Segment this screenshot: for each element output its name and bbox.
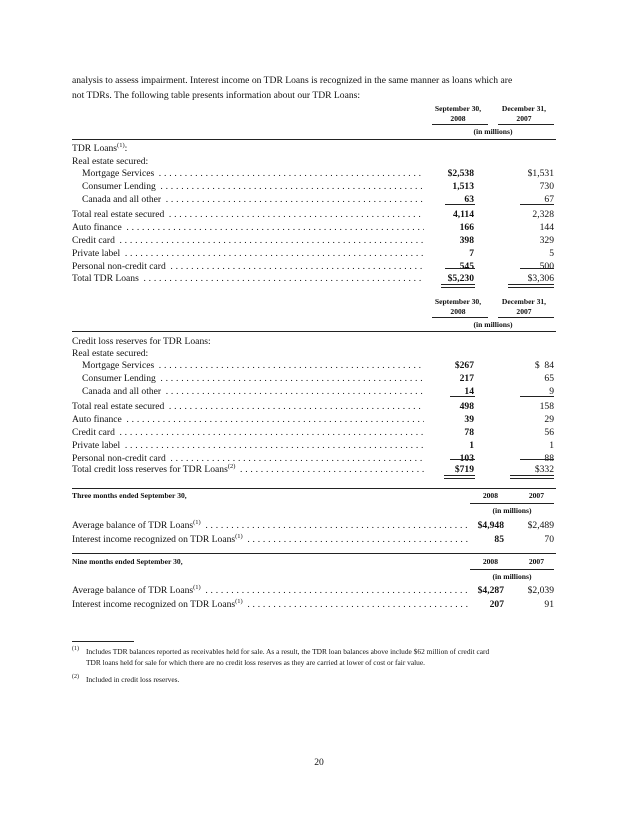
row-label bbox=[72, 208, 424, 221]
row-label bbox=[72, 439, 424, 452]
row-value-prior: $2,489 bbox=[527, 520, 554, 531]
table-row bbox=[72, 519, 556, 532]
t2-col2-year: 2007 bbox=[516, 306, 532, 316]
table-row bbox=[72, 234, 556, 247]
row-value-current: $267 bbox=[454, 360, 474, 371]
row-label bbox=[72, 533, 470, 546]
t2-col-header-dec bbox=[493, 297, 555, 316]
row-label-text bbox=[72, 414, 124, 425]
row-label-value: Consumer Lending bbox=[82, 181, 156, 192]
t4-year2: 2007 bbox=[528, 557, 544, 566]
row-value-prior: 5 bbox=[549, 248, 554, 259]
row-value-prior: 1 bbox=[549, 440, 554, 451]
row-label-text bbox=[72, 427, 117, 438]
row-label bbox=[72, 247, 424, 260]
t1-col-header-sep bbox=[428, 104, 488, 123]
table-row bbox=[72, 463, 556, 476]
t1-units: (in millions) bbox=[473, 127, 513, 136]
table-row bbox=[72, 167, 556, 180]
row-label bbox=[72, 413, 424, 426]
row-label-value: Mortgage Services bbox=[82, 168, 155, 179]
row-value-current: 4,114 bbox=[452, 209, 474, 220]
row-value-prior: 500 bbox=[539, 261, 554, 272]
row-value-prior: 158 bbox=[539, 401, 554, 412]
row-label-value: Total real estate secured bbox=[72, 401, 165, 412]
t3-header: Three months ended September 30, bbox=[72, 491, 187, 500]
t1-title-suffix: : bbox=[124, 143, 128, 154]
t1-col2-year: 2007 bbox=[516, 113, 532, 123]
t4-units: (in millions) bbox=[492, 572, 532, 581]
row-label-text bbox=[82, 373, 158, 384]
t2-col2-label: December 31, bbox=[501, 297, 547, 306]
row-value-prior: 88 bbox=[544, 453, 554, 464]
row-label-value: Mortgage Services bbox=[82, 360, 155, 371]
row-label-value: Credit card bbox=[72, 235, 115, 246]
row-value-current: $4,287 bbox=[477, 585, 504, 596]
row-label-text bbox=[82, 194, 163, 205]
row-label-text bbox=[72, 209, 166, 220]
row-label-value: Canada and all other bbox=[82, 386, 162, 397]
row-label-text bbox=[72, 401, 166, 412]
row-label-value: Interest income recognized on TDR Loans bbox=[72, 599, 236, 610]
row-label-value: Private label bbox=[72, 440, 121, 451]
row-value-current: $719 bbox=[454, 464, 474, 475]
t2-subtitle: Real estate secured: bbox=[72, 348, 149, 359]
row-label-text bbox=[72, 248, 122, 259]
t1-title-footnote-ref: (1) bbox=[117, 141, 125, 149]
t1-col1-year: 2008 bbox=[450, 113, 466, 123]
table-row bbox=[72, 598, 556, 611]
row-value-prior: 56 bbox=[544, 427, 554, 438]
footnote-ref: (1) bbox=[235, 533, 243, 540]
row-value-current: $4,948 bbox=[477, 520, 504, 531]
row-label-text bbox=[72, 222, 124, 233]
row-label-text bbox=[72, 440, 122, 451]
row-value-current: 498 bbox=[459, 401, 474, 412]
row-label bbox=[72, 519, 470, 532]
row-value-prior: 65 bbox=[544, 373, 554, 384]
row-value-current: 63 bbox=[464, 194, 474, 205]
t1-col2-subtotal-rule bbox=[520, 204, 554, 205]
t1-col2-total-rule bbox=[520, 268, 554, 269]
t2-col2-rule bbox=[498, 317, 554, 318]
row-value-prior: 91 bbox=[544, 599, 554, 610]
row-value-prior: 144 bbox=[539, 222, 554, 233]
table-row bbox=[72, 413, 556, 426]
row-value-current: 1 bbox=[469, 440, 474, 451]
t3-year1: 2008 bbox=[482, 491, 498, 500]
t2-col2-total-rule bbox=[520, 459, 554, 460]
footnote-2-mark: (2) bbox=[72, 674, 79, 680]
t2-title: Credit loss reserves for TDR Loans: bbox=[72, 336, 211, 347]
row-label-value: Canada and all other bbox=[82, 194, 162, 205]
table-row bbox=[72, 584, 556, 597]
row-label bbox=[82, 372, 424, 385]
t1-col2-rule bbox=[498, 124, 554, 125]
row-label-value: Interest income recognized on TDR Loans bbox=[72, 534, 236, 545]
t1-col1-rule bbox=[432, 124, 488, 125]
footnote-ref: (2) bbox=[227, 463, 236, 470]
row-value-current: 217 bbox=[459, 373, 474, 384]
t3-units: (in millions) bbox=[492, 506, 532, 515]
footnote-rule bbox=[72, 641, 134, 642]
table-row bbox=[72, 208, 556, 221]
row-label-text bbox=[72, 273, 141, 284]
row-value-current: 166 bbox=[459, 222, 474, 233]
row-value-current: 1,513 bbox=[452, 181, 474, 192]
row-label bbox=[72, 598, 470, 611]
t2-col1-total-rule bbox=[450, 459, 475, 460]
t2-col1-year: 2008 bbox=[450, 306, 466, 316]
row-label bbox=[82, 167, 424, 180]
row-value-prior: $ 84 bbox=[534, 360, 554, 371]
footnote-2-line-1: Included in credit loss reserves. bbox=[86, 675, 180, 684]
row-label bbox=[82, 180, 424, 193]
row-label-text bbox=[72, 585, 203, 596]
row-label bbox=[72, 426, 424, 439]
footnote-2 bbox=[72, 674, 572, 686]
row-label-value: Average balance of TDR Loans bbox=[72, 520, 194, 531]
t2-col2-subtotal-rule bbox=[520, 396, 554, 397]
row-label bbox=[72, 400, 424, 413]
row-value-current: 207 bbox=[489, 599, 504, 610]
t4-header: Nine months ended September 30, bbox=[72, 557, 183, 566]
table-row bbox=[72, 533, 556, 546]
row-label-text bbox=[82, 168, 156, 179]
t2-col2-double-rule bbox=[510, 475, 554, 479]
t3-units-rule bbox=[470, 503, 554, 504]
row-label-text bbox=[72, 235, 117, 246]
row-label-value: Private label bbox=[72, 248, 121, 259]
row-label-value: Total real estate secured bbox=[72, 209, 165, 220]
row-label-value: Auto finance bbox=[72, 414, 122, 425]
row-value-current: 78 bbox=[464, 427, 474, 438]
row-label bbox=[82, 385, 424, 398]
t2-col-header-sep bbox=[428, 297, 488, 316]
row-value-prior: 2,328 bbox=[532, 209, 554, 220]
t1-col2-label: December 31, bbox=[501, 104, 547, 113]
row-label-text bbox=[82, 386, 163, 397]
row-label-value: Consumer Lending bbox=[82, 373, 156, 384]
row-label bbox=[72, 584, 470, 597]
row-label-text bbox=[72, 520, 203, 531]
t1-col2-double-rule bbox=[508, 284, 554, 288]
table-row bbox=[72, 272, 556, 285]
t4-top-rule bbox=[72, 553, 556, 554]
row-value-prior: 329 bbox=[539, 235, 554, 246]
row-value-prior: 70 bbox=[544, 534, 554, 545]
t2-units: (in millions) bbox=[473, 320, 513, 329]
row-value-current: $2,538 bbox=[447, 168, 474, 179]
table-row bbox=[72, 359, 556, 372]
t2-header-rule bbox=[72, 331, 556, 332]
row-value-current: $5,230 bbox=[447, 273, 474, 284]
t2-col1-rule bbox=[432, 317, 488, 318]
table-row bbox=[72, 247, 556, 260]
row-value-prior: $332 bbox=[534, 464, 554, 475]
table-row bbox=[72, 193, 556, 206]
row-label bbox=[72, 463, 424, 476]
row-label-text bbox=[72, 261, 168, 272]
t3-year2: 2007 bbox=[528, 491, 544, 500]
row-label bbox=[72, 221, 424, 234]
table-row bbox=[72, 426, 556, 439]
footnote-ref: (1) bbox=[193, 519, 201, 526]
row-label-text bbox=[72, 599, 245, 610]
row-label-value: Average balance of TDR Loans bbox=[72, 585, 194, 596]
t1-title: TDR Loans bbox=[72, 143, 118, 154]
intro-line-1: analysis to assess impairment. Interest income on TDR Loans is recognized in the same manner as loans which are bbox=[72, 75, 513, 86]
footnote-1-line-2: TDR loans held for sale for which there are no credit loss reserves as they are carried at lower of cost or fair value. bbox=[86, 658, 426, 667]
row-value-prior: 67 bbox=[544, 194, 554, 205]
t3-top-rule bbox=[72, 488, 556, 489]
table-row bbox=[72, 385, 556, 398]
row-label-value: Total credit loss reserves for TDR Loans bbox=[72, 464, 228, 475]
t2-col1-label: September 30, bbox=[434, 297, 482, 306]
row-value-prior: 9 bbox=[549, 386, 554, 397]
footnote-ref: (1) bbox=[193, 584, 201, 591]
row-label bbox=[82, 359, 424, 372]
t1-col1-label: September 30, bbox=[434, 104, 482, 113]
row-label-value: Personal non-credit card bbox=[72, 261, 166, 272]
row-label bbox=[72, 234, 424, 247]
row-label-value: Total TDR Loans bbox=[72, 273, 139, 284]
row-value-current: 545 bbox=[459, 261, 474, 272]
t1-col1-subtotal-rule bbox=[445, 204, 475, 205]
row-value-current: 103 bbox=[459, 453, 474, 464]
row-value-prior: $3,306 bbox=[527, 273, 554, 284]
row-label-text bbox=[82, 181, 158, 192]
table-row bbox=[72, 372, 556, 385]
row-label bbox=[82, 193, 424, 206]
row-label-value: Personal non-credit card bbox=[72, 453, 166, 464]
row-value-current: 398 bbox=[459, 235, 474, 246]
row-value-current: 39 bbox=[464, 414, 474, 425]
table-row bbox=[72, 439, 556, 452]
t1-header-rule bbox=[72, 139, 556, 140]
row-value-prior: $2,039 bbox=[527, 585, 554, 596]
t1-title-row bbox=[72, 142, 556, 155]
row-label-text bbox=[72, 464, 237, 475]
t1-col1-total-rule bbox=[445, 268, 475, 269]
table-row bbox=[72, 400, 556, 413]
page-number: 20 bbox=[314, 757, 324, 768]
footnote-1 bbox=[72, 646, 572, 670]
t1-col1-double-rule bbox=[441, 284, 475, 288]
row-value-prior: 730 bbox=[539, 181, 554, 192]
t4-year1: 2008 bbox=[482, 557, 498, 566]
row-value-current: 14 bbox=[464, 386, 474, 397]
row-label-value: Auto finance bbox=[72, 222, 122, 233]
table-row bbox=[72, 180, 556, 193]
footnote-1-mark: (1) bbox=[72, 646, 79, 652]
row-label-text bbox=[82, 360, 156, 371]
row-value-current: 85 bbox=[494, 534, 504, 545]
row-label bbox=[72, 272, 424, 285]
row-value-prior: $1,531 bbox=[527, 168, 554, 179]
footnote-1-line-1: Includes TDR balances reported as receivables held for sale. As a result, the TDR loan balances above include $62 million of credit card bbox=[86, 647, 490, 656]
t1-subtitle: Real estate secured: bbox=[72, 156, 149, 167]
row-label-value: Credit card bbox=[72, 427, 115, 438]
row-value-prior: 29 bbox=[544, 414, 554, 425]
intro-paragraph bbox=[72, 73, 562, 103]
row-label-text bbox=[72, 534, 245, 545]
t4-units-rule bbox=[470, 569, 554, 570]
intro-line-2: not TDRs. The following table presents information about our TDR Loans: bbox=[72, 90, 361, 101]
footnote-ref: (1) bbox=[235, 598, 243, 605]
table-row bbox=[72, 221, 556, 234]
t2-col1-subtotal-rule bbox=[450, 396, 475, 397]
row-value-current: 7 bbox=[469, 248, 474, 259]
t2-col1-double-rule bbox=[444, 475, 475, 479]
t1-col-header-dec bbox=[493, 104, 555, 123]
